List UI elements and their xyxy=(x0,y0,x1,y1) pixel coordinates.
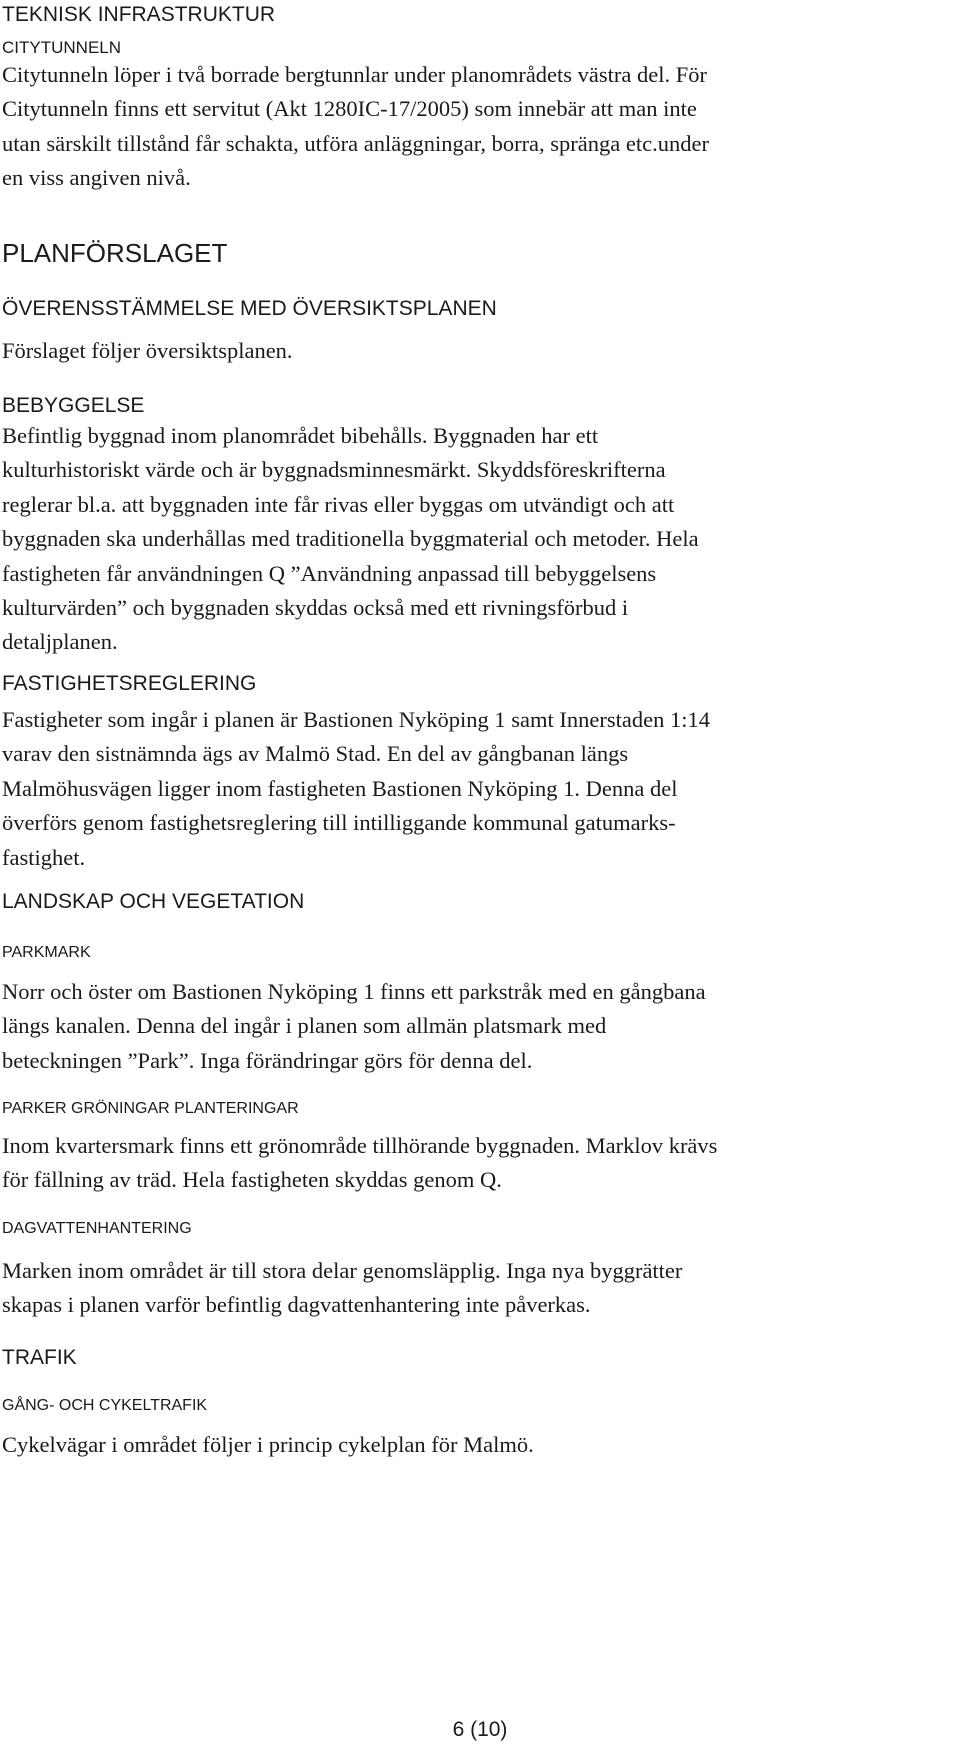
paragraph-dagvatten xyxy=(2,1254,952,1323)
subheading-parkmark: PARKMARK xyxy=(2,944,91,961)
text-line: byggnaden ska underhållas med traditionella byggmaterial och metoder. Hela xyxy=(2,526,699,552)
text-line: Citytunneln löper i två borrade bergtunnlar under planområdets västra del. För xyxy=(2,62,708,87)
heading-oversiktsplan: ÖVERENSSTÄMMELSE MED ÖVERSIKTSPLANEN xyxy=(2,297,497,320)
text-line: beteckningen ”Park”. Inga förändringar görs för denna del. xyxy=(2,1047,533,1073)
text-line: Marken inom området är till stora delar genomsläpplig. Inga nya byggrätter xyxy=(2,1258,683,1283)
text-line: kulturhistoriskt värde och är byggnadsminnesmärkt. Skyddsföreskrifterna xyxy=(2,457,666,483)
page-number: 6 (10) xyxy=(452,1718,508,1741)
text-line: detaljplanen. xyxy=(2,629,118,655)
text-line: Fastigheter som ingår i planen är Bastionen Nyköping 1 samt Innerstaden 1:14 xyxy=(2,707,710,732)
subsection-citytunneln: CITYTUNNELN xyxy=(2,38,122,57)
section-title: TEKNISK INFRASTRUKTUR xyxy=(2,3,276,26)
subheading-gang: GÅNG- OCH CYKELTRAFIK xyxy=(2,1397,208,1414)
subheading-dagvatten: DAGVATTENHANTERING xyxy=(2,1220,192,1237)
heading-trafik: TRAFIK xyxy=(2,1346,77,1369)
text-line: överförs genom fastighetsreglering till intilliggande kommunal gatumarks- xyxy=(2,810,676,836)
text-line: utan särskilt tillstånd får schakta, utföra anläggningar, borra, spränga etc.under xyxy=(2,130,709,156)
paragraph-parker xyxy=(2,1129,952,1198)
paragraph-citytunneln xyxy=(2,58,952,196)
text-line: Norr och öster om Bastionen Nyköping 1 finns ett parkstråk med en gångbana xyxy=(2,979,706,1004)
text-line: en viss angiven nivå. xyxy=(2,165,191,191)
paragraph-gang xyxy=(2,1428,952,1462)
subheading-parker: PARKER GRÖNINGAR PLANTERINGAR xyxy=(2,1100,299,1117)
text-line: Befintlig byggnad inom planområdet bibehålls. Byggnaden har ett xyxy=(2,423,599,448)
heading-landskap: LANDSKAP OCH VEGETATION xyxy=(2,890,305,913)
heading-fastighetsreglering: FASTIGHETSREGLERING xyxy=(2,672,257,695)
text-line: varav den sistnämnda ägs av Malmö Stad. En del av gångbanan längs xyxy=(2,741,629,767)
text-line: skapas i planen varför befintlig dagvattenhantering inte påverkas. xyxy=(2,1292,591,1318)
text-line: Förslaget följer översiktsplanen. xyxy=(2,338,293,363)
text-line: längs kanalen. Denna del ingår i planen som allmän platsmark med xyxy=(2,1013,607,1039)
text-line: fastigheten får användningen Q ”Användning anpassad till bebyggelsens xyxy=(2,560,657,586)
text-line: för fällning av träd. Hela fastigheten skyddas genom Q. xyxy=(2,1167,502,1193)
text-line: reglerar bl.a. att byggnaden inte får rivas eller byggas om utvändigt och att xyxy=(2,491,675,517)
text-line: kulturvärden” och byggnaden skyddas också med ett rivningsförbud i xyxy=(2,595,629,621)
heading-planforslaget: PLANFÖRSLAGET xyxy=(2,238,228,268)
text-line: fastighet. xyxy=(2,844,86,870)
paragraph-fastighetsreglering xyxy=(2,703,952,875)
paragraph-bebyggelse xyxy=(2,419,952,660)
text-line: Inom kvartersmark finns ett grönområde tillhörande byggnaden. Marklov krävs xyxy=(2,1133,718,1158)
paragraph-parkmark xyxy=(2,975,952,1078)
text-line: Cykelvägar i området följer i princip cykelplan för Malmö. xyxy=(2,1432,534,1457)
heading-bebyggelse: BEBYGGELSE xyxy=(2,394,145,417)
text-line: Citytunneln finns ett servitut (Akt 1280IC-17/2005) som innebär att man inte xyxy=(2,96,697,122)
paragraph-oversiktsplan xyxy=(2,334,952,368)
text-line: Malmöhusvägen ligger inom fastigheten Bastionen Nyköping 1. Denna del xyxy=(2,775,678,801)
